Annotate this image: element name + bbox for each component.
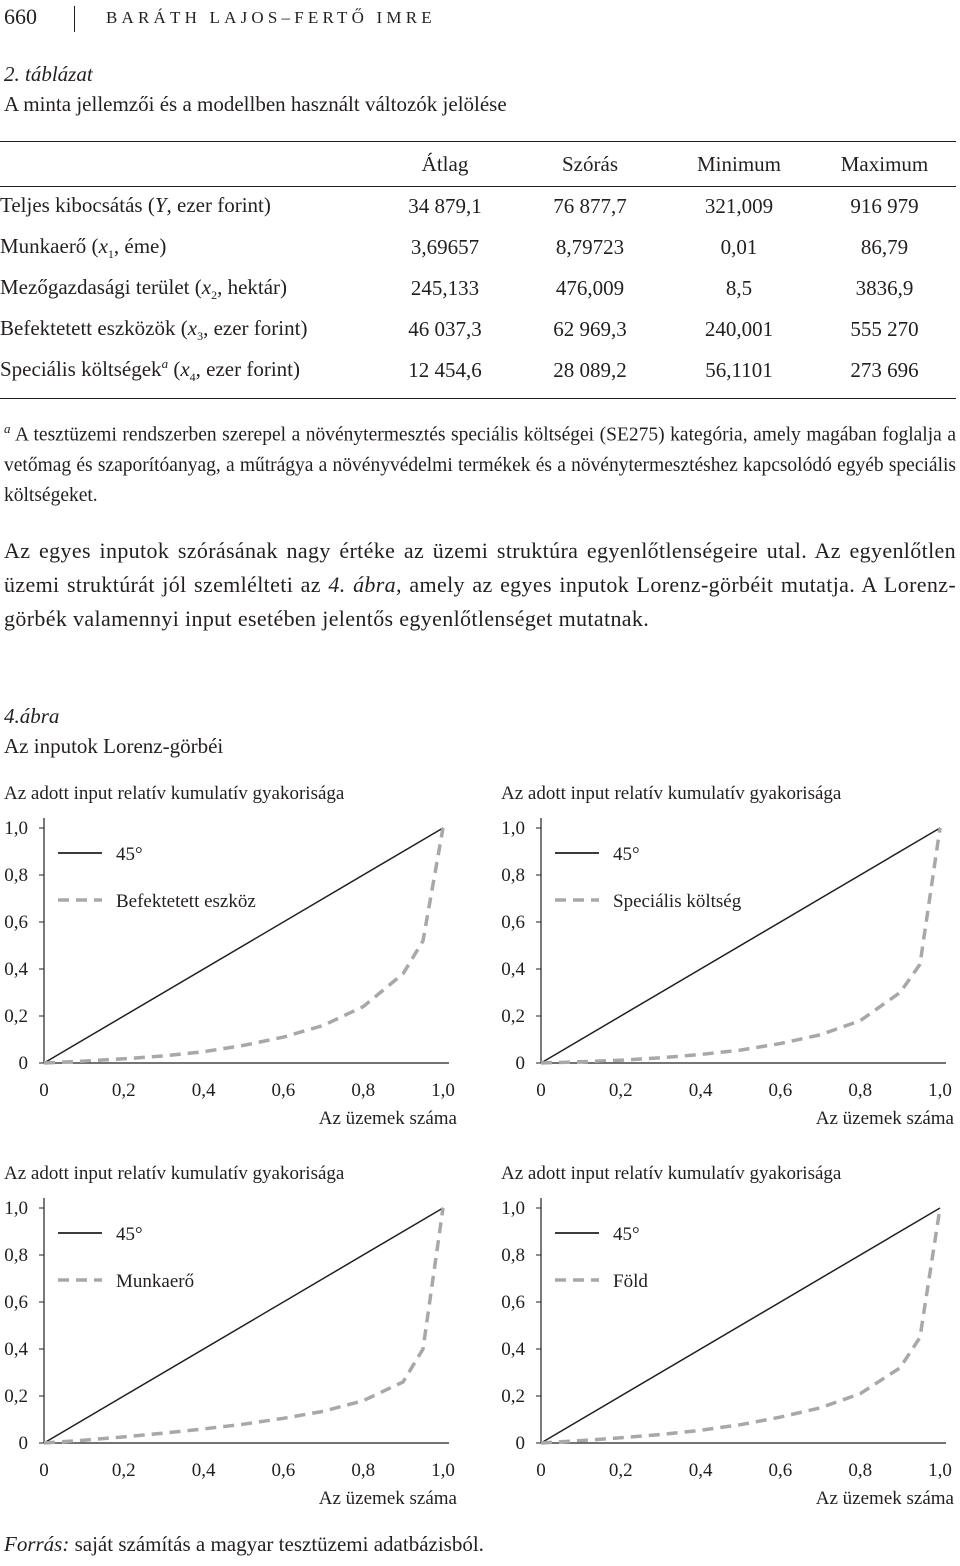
page-number: 660 (4, 4, 37, 29)
paragraph-text: Az egyes inputok szórásának nagy értéke az üzemi struktúra egyenlőtlenségeire utal. Az egyenlőtlen üzemi struktúrát jól szemlélteti az (4, 538, 956, 597)
header-authors: BARÁTH LAJOS–FERTŐ IMRE (106, 8, 436, 27)
legend-label: Munkaerő (116, 1271, 195, 1292)
row-label: Teljes kibocsátás (Y, ezer forint) (0, 192, 271, 217)
legend-label: Speciális költség (613, 891, 742, 912)
running-header (4, 4, 436, 30)
x-tick-label: 0,8 (848, 1080, 873, 1101)
legend-label: 45° (613, 1224, 640, 1245)
table-cell: 34 879,1 (408, 194, 482, 218)
x-tick-label: 0 (536, 1460, 546, 1481)
table-cell: 28 089,2 (553, 358, 627, 382)
y-tick-label: 0,6 (501, 912, 525, 933)
row-label: Speciális költségek$^a$ ($x_4$, ezer forint) (0, 355, 300, 385)
equality-line-45 (541, 828, 940, 1063)
row-label: Munkaerő ($x_1$, éme) (0, 233, 167, 262)
source-text: saját számítás a magyar tesztüzemi adatbázisból. (69, 1532, 484, 1556)
chart-y-axis-label: Az adott input relatív kumulatív gyakorisága (501, 783, 842, 804)
y-tick-label: 0,8 (501, 1245, 525, 1266)
y-tick-label: 0,8 (4, 1245, 28, 1266)
table-bottom-rule (0, 398, 956, 399)
header-cell: Szórás (562, 151, 618, 176)
x-tick-label: 0,4 (688, 1460, 713, 1481)
figure-reference: 4. ábra, (328, 572, 402, 597)
lorenz-chart (497, 780, 957, 1130)
table-cell: 56,1101 (705, 358, 773, 382)
legend-label: Befektetett eszköz (116, 891, 256, 912)
data-table (0, 142, 956, 391)
x-tick-label: 1,0 (431, 1080, 455, 1101)
legend-label: 45° (116, 844, 143, 865)
table-cell: 8,5 (725, 276, 753, 300)
table-header-row (0, 142, 956, 186)
x-tick-label: 0,2 (608, 1460, 633, 1481)
y-tick-label: 0,8 (4, 865, 28, 886)
y-tick-label: 0,2 (4, 1006, 28, 1027)
table-row (0, 350, 956, 391)
figure-source (4, 1532, 484, 1557)
x-tick-label: 0,4 (191, 1080, 216, 1101)
header-cell: Átlag (421, 151, 469, 176)
y-tick-label: 0,4 (4, 959, 28, 980)
y-tick-label: 1,0 (501, 818, 525, 839)
chart-x-axis-label: Az üzemek száma (815, 1108, 954, 1129)
y-tick-label: 0,2 (501, 1006, 525, 1027)
table-cell: 321,009 (704, 194, 774, 218)
table-cell: 3,69657 (410, 235, 480, 259)
header-cell: Maximum (840, 151, 929, 176)
chart-y-axis-label: Az adott input relatív kumulatív gyakorisága (4, 1163, 345, 1184)
x-tick-label: 0 (39, 1080, 49, 1101)
table-cell: 476,009 (555, 276, 625, 300)
chart-x-axis-label: Az üzemek száma (815, 1488, 954, 1509)
figure-number: 4.ábra (4, 704, 60, 728)
x-tick-label: 1,0 (431, 1460, 455, 1481)
equality-line-45 (44, 1208, 443, 1443)
y-tick-label: 1,0 (501, 1198, 525, 1219)
header-cell-label (0, 142, 375, 186)
y-tick-label: 1,0 (4, 818, 28, 839)
y-tick-label: 0 (18, 1433, 28, 1454)
header-divider (74, 6, 75, 32)
table-cell: 273 696 (850, 358, 919, 382)
x-tick-label: 1,0 (928, 1460, 952, 1481)
figure-title: Az inputok Lorenz-görbéi (4, 734, 224, 758)
x-tick-label: 0,6 (768, 1080, 793, 1101)
legend-label: 45° (116, 1224, 143, 1245)
y-tick-label: 0,4 (4, 1339, 28, 1360)
lorenz-chart (0, 1160, 460, 1510)
table-row (0, 268, 956, 309)
y-tick-label: 0,2 (4, 1386, 28, 1407)
x-tick-label: 0,6 (768, 1460, 793, 1481)
table-row (0, 309, 956, 350)
table-cell: 86,79 (860, 235, 909, 259)
x-tick-label: 0,4 (688, 1080, 713, 1101)
y-tick-label: 0,8 (501, 865, 525, 886)
footnote-mark: a (4, 421, 11, 436)
table-cell: 46 037,3 (408, 317, 482, 341)
chart-y-axis-label: Az adott input relatív kumulatív gyakorisága (4, 783, 345, 804)
table-row (0, 227, 956, 268)
table-cell: 0,01 (720, 235, 758, 259)
equality-line-45 (541, 1208, 940, 1443)
x-tick-label: 0,2 (608, 1080, 633, 1101)
table-cell: 76 877,7 (553, 194, 627, 218)
y-tick-label: 0 (515, 1433, 525, 1454)
y-tick-label: 0 (18, 1053, 28, 1074)
table-cell: 12 454,6 (408, 358, 482, 382)
chart-x-axis-label: Az üzemek száma (318, 1488, 457, 1509)
equality-line-45 (44, 828, 443, 1063)
chart-x-axis-label: Az üzemek száma (318, 1108, 457, 1129)
x-tick-label: 0,8 (351, 1460, 376, 1481)
table-cell: 240,001 (704, 317, 774, 341)
y-tick-label: 0,4 (501, 1339, 525, 1360)
table-cell: 8,79723 (555, 235, 625, 259)
x-tick-label: 0 (39, 1460, 49, 1481)
chart-y-axis-label: Az adott input relatív kumulatív gyakorisága (501, 1163, 842, 1184)
x-tick-label: 0,2 (111, 1460, 136, 1481)
table-number: 2. táblázat (4, 62, 93, 86)
x-tick-label: 0,6 (271, 1460, 296, 1481)
y-tick-label: 1,0 (4, 1198, 28, 1219)
paragraph-text: amely az egyes inputok Lorenz-görbéit mutatja. A Lorenz-görbék valamennyi input esetében jelentős egyenlőtlenséget mutatnak. (4, 572, 956, 631)
footnote-text: A tesztüzemi rendszerben szerepel a növénytermesztés speciális költségei (SE275) kategória, amely magában foglalja a vetőmag és szaporítóanyag, a műtrágya a növényvédelmi termékek és a növénytermesztéshez kapcsolódó egyéb speciális költségeket. (4, 424, 956, 506)
y-tick-label: 0 (515, 1053, 525, 1074)
table-cell: 916 979 (850, 194, 919, 218)
y-tick-label: 0,4 (501, 959, 525, 980)
x-tick-label: 0,8 (848, 1460, 873, 1481)
table-cell: 245,133 (410, 276, 480, 300)
row-label: Mezőgazdasági terület ($x_2$, hektár) (0, 274, 288, 303)
source-label: Forrás: (4, 1532, 70, 1556)
table-cell: 62 969,3 (553, 317, 627, 341)
row-label: Befektetett eszközök ($x_3$, ezer forint) (0, 315, 308, 344)
x-tick-label: 0,8 (351, 1080, 376, 1101)
y-tick-label: 0,2 (501, 1386, 525, 1407)
lorenz-chart (0, 780, 460, 1130)
y-tick-label: 0,6 (4, 1292, 28, 1313)
table-cell: 555 270 (850, 317, 919, 341)
x-tick-label: 0,4 (191, 1460, 216, 1481)
body-paragraph (4, 534, 956, 636)
x-tick-label: 0,2 (111, 1080, 136, 1101)
x-tick-label: 0 (536, 1080, 546, 1101)
table-row (0, 186, 956, 227)
lorenz-chart (497, 1160, 957, 1510)
legend-label: Föld (613, 1271, 648, 1292)
header-cell: Minimum (696, 151, 781, 176)
legend-label: 45° (613, 844, 640, 865)
x-tick-label: 0,6 (271, 1080, 296, 1101)
y-tick-label: 0,6 (501, 1292, 525, 1313)
table-title: A minta jellemzői és a modellben használt változók jelölése (4, 92, 507, 116)
table-footnote (4, 414, 956, 511)
table-cell: 3836,9 (855, 276, 914, 300)
x-tick-label: 1,0 (928, 1080, 952, 1101)
y-tick-label: 0,6 (4, 912, 28, 933)
